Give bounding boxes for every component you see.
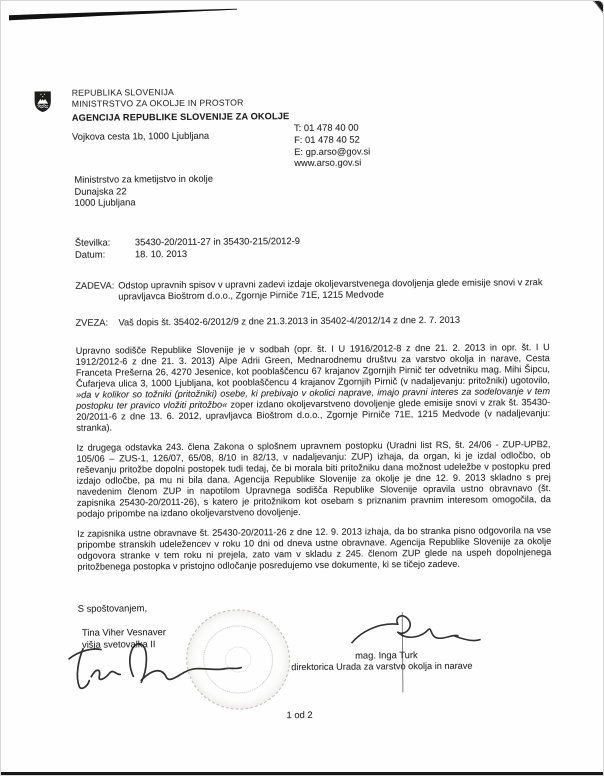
contact-email: E: gp.arso@gov.si (294, 145, 371, 157)
letterhead-contact-block (294, 121, 370, 169)
letterhead-address: Vojkova cesta 1b, 1000 Ljubljana (71, 129, 210, 142)
letterhead-country: REPUBLIKA SLOVENIJA (71, 86, 175, 98)
closing-salutation: S spoštovanjem, (77, 602, 148, 614)
recipient-address-block (74, 173, 213, 209)
letter-body (76, 342, 552, 582)
scan-bottom-edge (1, 772, 603, 775)
subject-row (75, 277, 557, 304)
paragraph-2: Iz drugega odstavka 243. člena Zakona o splošnem upravnem postopku (Uradni list RS, št. 24/06 - ZUP-UPB2, 105/06 – ZUS-1, 126/07, 65/08, 8/10 in 82/13, v nadaljevanju: ZUP) izhaja, da organ, ki je izdal odločbo, ob reševanju pritožbe dopolni postopek tudi tedaj, če bi morala biti pritožniku dana možnost udeležbe v postopku pred izdajo odločbe, pa mu ni bila dana. Agencija Republike Slovenije za okolje je dne 12. 9. 2013 skladno s prej navedenim členom ZUP in napotilom Upravnega sodišča Republike Slovenije opravila ustno obravnavo (št. zapisnika 25430-20/2011-26), s katero je pritožnikom kot osebam s priznanim pravnim interesom omogočila, da podajo pripombe na izdano okoljevarstveno dovoljenje. (76, 439, 551, 519)
signatory-left-name: Tina Viher Vesnaver (81, 626, 166, 638)
subject-text: Odstop upravnih spisov v upravni zadevi izdaje okoljevarstvenega dovoljenja glede emisije snovi v zrak upravljavca Bioštrom d.o.o., Zgornje Pirniče 71E, 1215 Medvode (118, 277, 543, 302)
recipient-name: Ministrstvo za kmetijstvo in okolje (74, 172, 213, 185)
relation-label: ZVEZA: (75, 317, 109, 328)
paragraph-1-text-b: zoper izdano okoljevarstveno dovoljenje glede emisije snovi v zrak št. 35430-20/2011-6 z dne 13. 6. 2012, upravljavca Bioštrom d.o.o., Zgornje Pirniče 71E, 1215 Medvode (v nadaljevanju: stranka). (76, 397, 551, 433)
paragraph-3: Iz zapisnika ustne obravnave št. 25430-20/2011-26 z dne 12. 9. 2013 izhaja, da bo stranka pisno odgovorila na vse pripombe stranskih udeležencev v roku 10 dni od dneva ustne obravnave. Agencija Republike Slovenije za okolje odgovora stranke v tem roku ni prejela, zato vam v skladu z 245. členom ZUP glede na uspeh dopolnjenega pritožbenega postopka v pristojno odločanje posredujemo vse dokumente, ki se tičejo zadeve. (77, 525, 552, 572)
letterhead-agency: AGENCIJA REPUBLIKE SLOVENIJE ZA OKOLJE (71, 111, 290, 123)
letterhead-ministry-name: MINISTRSTVO ZA OKOLJE IN PROSTOR (71, 97, 244, 109)
paragraph-1 (76, 342, 551, 434)
relation-text: Vaš dopis št. 35402-6/2012/9 z dne 21.3.2013 in 35402-4/2012/14 z dne 2. 7. 2013 (118, 314, 461, 328)
reference-number-row (75, 235, 300, 249)
contact-phone: T: 01 478 40 00 (293, 121, 359, 134)
signatory-right-name: mag. Inga Turk (355, 649, 418, 661)
paragraph-1-court-quote: »da v kolikor so tožniki (pritožniki) osebe, ki prebivajo v okolici naprave, imajo pravni interes za sodelovanje v tem postopku ter pravico vložiti pritožbo« (76, 386, 551, 411)
reference-block (75, 235, 300, 260)
signatory-left-title: višja svetovalka II (81, 637, 156, 650)
contact-fax: F: 01 478 40 52 (294, 133, 360, 145)
page-number: 1 od 2 (286, 708, 313, 721)
contact-web: www.arso.gov.si (294, 156, 362, 169)
signatory-right-title: direktorica Urada za varstvo okolja in narave (291, 660, 473, 673)
recipient-city: 1000 Ljubljana (74, 196, 136, 208)
reference-date-row (75, 247, 300, 261)
letterhead-ministry (72, 86, 244, 109)
paragraph-1-text-a: Upravno sodišče Republike Slovenije je v sodbah (opr. št. I U 1916/2012-8 z dne 21. 2. 2013 in opr. št. I U 1912/2012-6 z dne 21. 3. 2013) Alpe Adrii Green, Mednarodnemu društvu za varstvo okolja in narave, Cesta Franceta Prešerna 26, 4270 Jesenice, kot pooblaščencu 67 krajanov Zgornjih Pirnič ter odvetniku mag. Mihi Šipcu, Čufarjeva ulica 3, 1000 Ljubljana, kot pooblaščencu 4 krajanov Zgornjih Pirnič (v nadaljevanju: pritožniki) ugotovilo, (75, 342, 550, 389)
reference-number-label: Številka: (74, 236, 111, 248)
reference-date-label: Datum: (74, 248, 106, 260)
slovenia-coat-of-arms-icon (34, 90, 52, 113)
recipient-street: Dunajska 22 (74, 184, 127, 197)
official-round-stamp (177, 600, 299, 719)
reference-date-value: 18. 10. 2013 (134, 247, 188, 260)
reference-number-value: 35430-20/2011-27 in 35430-215/2012-9 (134, 235, 300, 248)
subject-label: ZADEVA: (75, 280, 115, 291)
relation-row (75, 314, 557, 329)
